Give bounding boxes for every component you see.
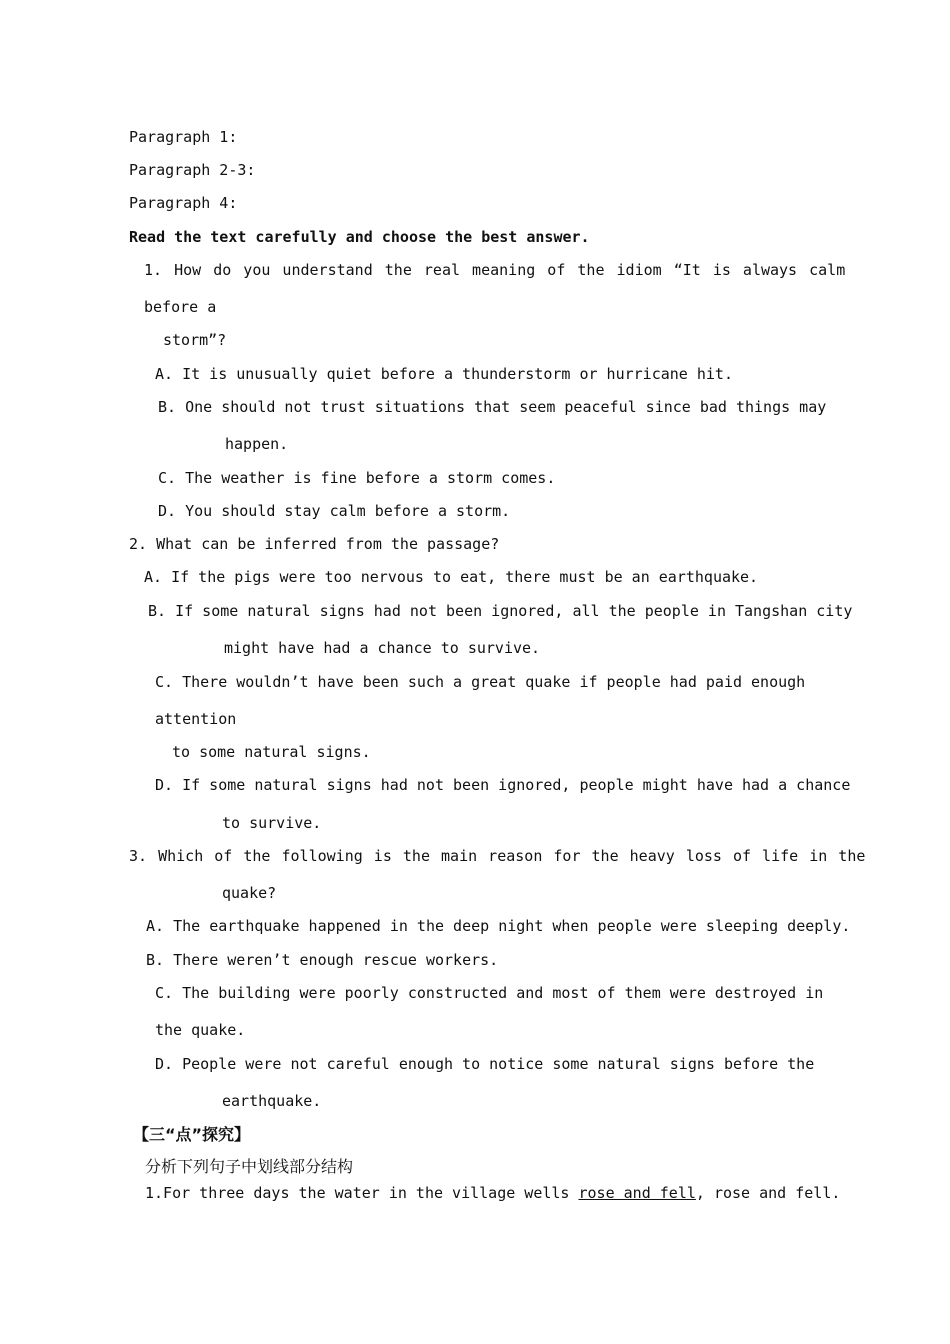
q2-option-b-line-2: might have had a chance to survive. bbox=[224, 639, 541, 657]
q2-option-d-line-2: to survive. bbox=[222, 814, 322, 832]
q3-stem-line-2: quake? bbox=[222, 884, 277, 902]
q1-stem-line-3: storm”? bbox=[163, 331, 227, 349]
q1-option-c: C. The weather is fine before a storm comes. bbox=[158, 469, 556, 487]
q3-option-c-line-1: C. The building were poorly constructed and most of them were destroyed in bbox=[155, 984, 824, 1002]
instruction: Read the text carefully and choose the best answer. bbox=[129, 228, 590, 246]
section-subheading: 分析下列句子中划线部分结构 bbox=[145, 1157, 354, 1176]
outline-paragraph-1: Paragraph 1: bbox=[129, 128, 238, 146]
outline-paragraph-2-3: Paragraph 2-3: bbox=[129, 161, 256, 179]
sentence-1-text-end: , rose and fell. bbox=[695, 1184, 841, 1202]
q1-option-d: D. You should stay calm before a storm. bbox=[158, 502, 511, 520]
q3-option-c-line-2: the quake. bbox=[155, 1021, 246, 1039]
q2-option-a: A. If the pigs were too nervous to eat, there must be an earthquake. bbox=[144, 568, 759, 586]
q2-option-c-line-3: to some natural signs. bbox=[172, 743, 371, 761]
q1-option-b-line-1: B. One should not trust situations that seem peaceful since bad things may bbox=[158, 398, 827, 416]
q3-option-b: B. There weren’t enough rescue workers. bbox=[146, 951, 499, 969]
section-heading: 【三“点”探究】 bbox=[133, 1125, 251, 1144]
q1-option-b-line-2: happen. bbox=[225, 435, 289, 453]
q2-option-c-line-1: C. There wouldn’t have been such a great quake if people had paid enough bbox=[155, 673, 806, 691]
outline-paragraph-4: Paragraph 4: bbox=[129, 194, 238, 212]
sentence-1-text-start: 1.For three days the water in the village wells bbox=[145, 1184, 579, 1202]
q2-option-b-line-1: B. If some natural signs had not been ignored, all the people in Tangshan city bbox=[148, 602, 853, 620]
q1-stem-line-1: 1. How do you understand the real meaning of the idiom “It is always calm bbox=[144, 261, 846, 279]
q3-option-a: A. The earthquake happened in the deep night when people were sleeping deeply. bbox=[146, 917, 851, 935]
q2-option-c-line-2: attention bbox=[155, 710, 237, 728]
q3-option-d-line-2: earthquake. bbox=[222, 1092, 322, 1110]
example-sentence-1 bbox=[145, 1183, 840, 1203]
q2-option-d-line-1: D. If some natural signs had not been ignored, people might have had a chance bbox=[155, 776, 851, 794]
q3-stem-line-1: 3. Which of the following is the main reason for the heavy loss of life in the bbox=[129, 847, 866, 865]
q3-option-d-line-1: D. People were not careful enough to notice some natural signs before the bbox=[155, 1055, 815, 1073]
q2-stem: 2. What can be inferred from the passage? bbox=[129, 535, 500, 553]
q1-stem-line-2: before a bbox=[144, 298, 217, 316]
q1-option-a: A. It is unusually quiet before a thunderstorm or hurricane hit. bbox=[155, 365, 733, 383]
sentence-1-underlined-phrase: rose and fell bbox=[578, 1184, 696, 1202]
